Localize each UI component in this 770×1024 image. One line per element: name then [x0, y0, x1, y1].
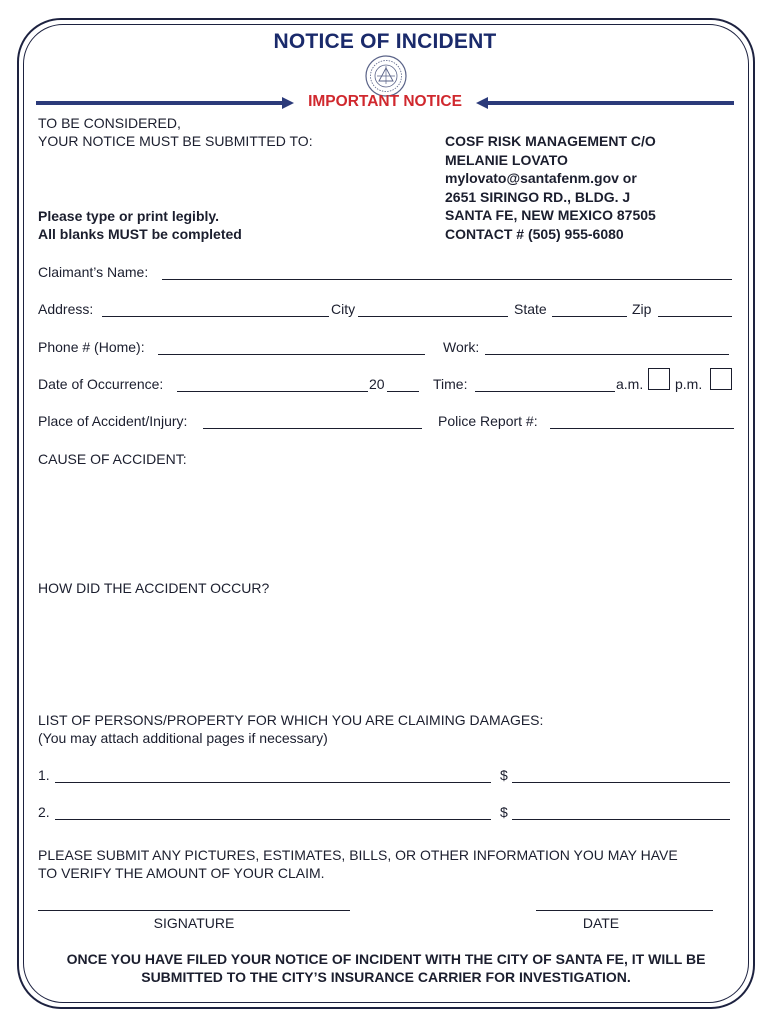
claimant-name-field[interactable]	[162, 279, 732, 280]
home-phone-field[interactable]	[158, 354, 425, 355]
footer-line-2: SUBMITTED TO THE CITY’S INSURANCE CARRIER FOR INVESTIGATION.	[141, 969, 631, 985]
instruction-line-2: YOUR NOTICE MUST BE SUBMITTED TO:	[38, 133, 313, 149]
address-line: MELANIE LOVATO	[445, 152, 568, 168]
address-line: SANTA FE, NEW MEXICO 87505	[445, 207, 656, 223]
city-label: City	[331, 301, 356, 317]
right-arrow-icon	[476, 96, 734, 110]
time-field[interactable]	[475, 391, 615, 392]
footer-notice	[40, 950, 732, 986]
police-report-field[interactable]	[550, 428, 734, 429]
blanks-note: All blanks MUST be completed	[38, 226, 242, 242]
signature-field[interactable]	[38, 910, 350, 911]
am-label: a.m.	[616, 376, 644, 392]
address-label: Address:	[38, 301, 94, 317]
submit-note-line-1: PLEASE SUBMIT ANY PICTURES, ESTIMATES, BILLS, OR OTHER INFORMATION YOU MAY HAVE	[38, 847, 678, 863]
zip-field[interactable]	[658, 316, 732, 317]
state-field[interactable]	[552, 316, 627, 317]
address-line: 2651 SIRINGO RD., BLDG. J	[445, 189, 631, 205]
work-phone-field[interactable]	[485, 354, 729, 355]
item-2-amount-field[interactable]	[512, 819, 730, 820]
form-title: NOTICE OF INCIDENT	[273, 30, 497, 53]
place-label: Place of Accident/Injury:	[38, 413, 188, 429]
item-2-description-field[interactable]	[55, 819, 491, 820]
damages-title: LIST OF PERSONS/PROPERTY FOR WHICH YOU ARE CLAIMING DAMAGES:	[38, 712, 544, 728]
how-label: HOW DID THE ACCIDENT OCCUR?	[38, 580, 270, 596]
date-field[interactable]	[177, 391, 368, 392]
submit-note-line-2: TO VERIFY THE AMOUNT OF YOUR CLAIM.	[38, 865, 325, 881]
address-line: COSF RISK MANAGEMENT C/O	[445, 133, 656, 149]
year-field[interactable]	[387, 391, 419, 392]
state-label: State	[514, 301, 547, 317]
address-field[interactable]	[102, 316, 329, 317]
cause-label: CAUSE OF ACCIDENT:	[38, 451, 187, 467]
place-field[interactable]	[203, 428, 422, 429]
police-report-label: Police Report #:	[438, 413, 538, 429]
contact-email: mylovato@santafenm.gov or	[445, 170, 637, 186]
instruction-line-1: TO BE CONSIDERED,	[38, 115, 181, 131]
claimant-name-label: Claimant’s Name:	[38, 264, 149, 280]
pm-checkbox[interactable]	[710, 368, 732, 390]
important-notice-label: IMPORTANT NOTICE	[308, 93, 462, 110]
dollar-sign: $	[500, 767, 508, 783]
zip-label: Zip	[632, 301, 652, 317]
item-number: 1.	[38, 767, 50, 783]
item-1-description-field[interactable]	[55, 782, 491, 783]
dollar-sign: $	[500, 804, 508, 820]
time-label: Time:	[433, 376, 468, 392]
year-prefix: 20	[369, 376, 385, 392]
item-1-amount-field[interactable]	[512, 782, 730, 783]
date-signed-field[interactable]	[536, 910, 713, 911]
am-checkbox[interactable]	[648, 368, 670, 390]
home-phone-label: Phone # (Home):	[38, 339, 145, 355]
footer-line-1: ONCE YOU HAVE FILED YOUR NOTICE OF INCIDENT WITH THE CITY OF SANTA FE, IT WILL BE	[66, 951, 706, 967]
date-label-bottom: DATE	[582, 915, 620, 931]
item-number: 2.	[38, 804, 50, 820]
damages-note: (You may attach additional pages if necessary)	[38, 730, 328, 746]
date-label: Date of Occurrence:	[38, 376, 164, 392]
contact-phone: CONTACT # (505) 955-6080	[445, 226, 624, 242]
work-phone-label: Work:	[443, 339, 480, 355]
legibility-note: Please type or print legibly.	[38, 208, 220, 224]
important-notice-bar	[36, 92, 734, 114]
city-field[interactable]	[358, 316, 508, 317]
signature-label: SIGNATURE	[153, 915, 235, 931]
pm-label: p.m.	[675, 376, 703, 392]
